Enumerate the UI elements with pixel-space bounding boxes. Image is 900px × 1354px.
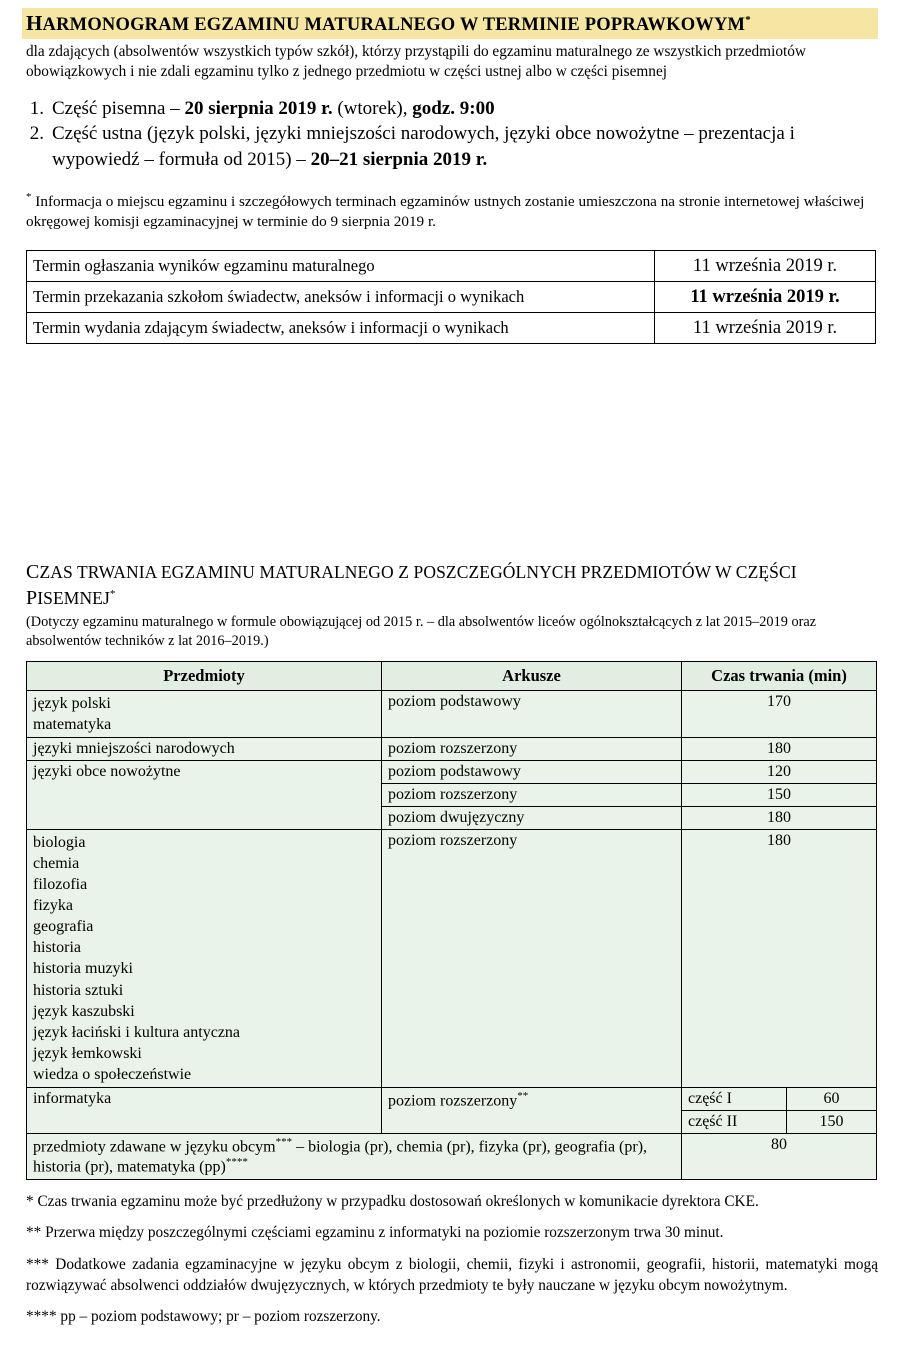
sheet-cell: poziom rozszerzony xyxy=(382,829,682,1087)
sheet-cell xyxy=(382,1088,682,1134)
footnote-item xyxy=(26,1192,878,1213)
title-banner xyxy=(22,8,878,39)
subject-label: chemia xyxy=(33,854,80,872)
part-written-time: godz. 9:00 xyxy=(412,97,495,119)
column-header-duration: Czas trwania (min) xyxy=(682,661,877,690)
term-label: Termin wydania zdającym świadectw, aneksów i informacji o wynikach xyxy=(27,313,655,344)
part-label: część II xyxy=(682,1111,787,1134)
table-row xyxy=(27,1134,877,1180)
parts-cell xyxy=(682,1088,877,1134)
list-item xyxy=(26,96,878,122)
list-item-number: 1. xyxy=(29,97,44,119)
footnote-text: Informacja o miejscu egzaminu i szczegółowych terminach egzaminów ustnych zostanie umieszczona na stronie internetowej właściwej okręgowej komisji egzaminacyjnej w terminie do 9 sierpnia 2019 r. xyxy=(26,192,865,231)
subject-label: historia muzyki xyxy=(33,960,133,978)
table-row xyxy=(27,737,877,760)
title-rest: ARMONOGRAM EGZAMINU MATURALNEGO W TERMINIE POPRAWKOWYM xyxy=(42,15,746,35)
part-oral-date: 20–21 sierpnia 2019 r. xyxy=(310,148,488,170)
subject-cell: języki obce nowożytne xyxy=(27,760,382,829)
footnote-body: Dodatkowe zadania egzaminacyjne w języku obcym z biologii, chemii, fizyki i astronomii, geografii, historii, matematyki mogą rozwiązywać absolwenci oddziałów dwujęzycznych, w których przedmioty te były nauczane w języku obcym nowożytnym. xyxy=(26,1256,878,1294)
footnotes-section xyxy=(26,1192,878,1328)
footnote-mark: ** xyxy=(26,1224,42,1242)
sheet-footnote-marker: ** xyxy=(517,1090,529,1103)
footnote-body: Przerwa między poszczególnymi częściami egzaminu z informatyki na poziomie rozszerzonym trwa 30 minut. xyxy=(41,1224,724,1242)
table-row xyxy=(27,313,876,344)
table-row xyxy=(682,1088,876,1111)
footnote-item xyxy=(26,1223,878,1244)
table-row xyxy=(682,1111,876,1134)
part-written-day: (wtorek), xyxy=(332,97,413,119)
part-duration: 60 xyxy=(787,1088,877,1111)
section-heading-line2-rest: ISEMNEJ xyxy=(37,588,110,609)
bilingual-subject-cell xyxy=(27,1134,682,1180)
section-duration xyxy=(22,559,878,650)
part-written-label: Część pisemna – xyxy=(52,97,185,119)
document-page xyxy=(0,8,900,1354)
subject-label: fizyka xyxy=(33,897,73,915)
sheet-cell: poziom dwujęzyczny xyxy=(382,806,682,829)
sheet-cell: poziom podstawowy xyxy=(382,760,682,783)
footnote-mark: *** xyxy=(26,1256,49,1274)
term-value: 11 września 2019 r. xyxy=(655,251,876,282)
term-value: 11 września 2019 r. xyxy=(655,313,876,344)
table-row xyxy=(27,760,877,783)
subject-label: język kaszubski xyxy=(33,1002,135,1020)
page-title xyxy=(22,11,878,36)
duration-cell: 80 xyxy=(682,1134,877,1180)
title-footnote-marker: * xyxy=(745,13,751,26)
title-first-letter: H xyxy=(26,11,43,35)
schedule-list xyxy=(22,96,878,173)
bilingual-footnote-marker-b: **** xyxy=(225,1156,248,1169)
duration-cell: 180 xyxy=(682,829,877,1087)
subject-label: biologia xyxy=(33,833,86,851)
table-row xyxy=(27,251,876,282)
part-oral-label: Część ustna (język polski, języki mniejszości narodowych, języki obce nowożytne – prezentacja i wypowiedź – formuła od 2015) – xyxy=(52,123,795,170)
section-heading-cap: C xyxy=(26,561,40,584)
part-duration: 150 xyxy=(787,1111,877,1134)
table-row xyxy=(27,829,877,1087)
table-row xyxy=(27,282,876,313)
section-heading xyxy=(26,559,878,611)
durations-table xyxy=(26,661,877,1180)
duration-cell: 120 xyxy=(682,760,877,783)
list-item-body xyxy=(52,121,878,172)
subject-label: język łaciński i kultura antyczna xyxy=(33,1023,241,1041)
sheet-label: poziom rozszerzony xyxy=(388,1092,518,1110)
subject-label: matematyka xyxy=(33,715,112,733)
bilingual-footnote-marker-a: *** xyxy=(275,1136,293,1149)
column-header-sheets: Arkusze xyxy=(382,661,682,690)
column-header-subjects: Przedmioty xyxy=(27,661,382,690)
duration-cell: 170 xyxy=(682,690,877,737)
footnote-mark: **** xyxy=(26,1308,57,1326)
sheet-cell: poziom rozszerzony xyxy=(382,737,682,760)
subject-label: wiedza o społeczeństwie xyxy=(33,1065,192,1083)
subject-label: historia sztuki xyxy=(33,981,124,999)
table-row xyxy=(27,690,877,737)
table-header-row xyxy=(27,661,877,690)
duration-cell: 150 xyxy=(682,783,877,806)
section-heading-line2-cap: P xyxy=(26,587,38,610)
subtitle-text: dla zdających (absolwentów wszystkich typów szkół), którzy przystąpili do egzaminu maturalnego ze wszystkich przedmiotów obowiązkowych i nie zdali egzaminu tylko z jednego przedmiotu w części ustnej albo w części pisemnej xyxy=(26,43,806,81)
term-label: Termin przekazania szkołom świadectw, aneksów i informacji o wynikach xyxy=(27,282,655,313)
list-item-body xyxy=(52,96,878,122)
part-label: część I xyxy=(682,1088,787,1111)
duration-cell: 180 xyxy=(682,737,877,760)
footnote-body: pp – poziom podstawowy; pr – poziom rozszerzony. xyxy=(56,1308,381,1326)
subject-cell xyxy=(27,690,382,737)
parts-table xyxy=(682,1088,876,1133)
section-heading-rest: ZAS TRWANIA EGZAMINU MATURALNEGO Z POSZCZEGÓLNYCH PRZEDMIOTÓW W CZĘŚCI xyxy=(39,562,797,583)
subject-cell xyxy=(27,829,382,1087)
footnote-marker: * xyxy=(26,190,32,203)
term-value: 11 września 2019 r. xyxy=(655,282,876,313)
subject-label: filozofia xyxy=(33,875,88,893)
subject-label: język łemkowski xyxy=(33,1044,142,1062)
sheet-cell: poziom rozszerzony xyxy=(382,783,682,806)
duration-cell: 180 xyxy=(682,806,877,829)
subject-label: język polski xyxy=(33,694,111,712)
document-body xyxy=(22,8,878,1328)
footnote-mark: * xyxy=(26,1192,34,1210)
subject-cell: informatyka xyxy=(27,1088,382,1134)
footnote-paragraph xyxy=(22,190,878,233)
footnote-body: Czas trwania egzaminu może być przedłużony w przypadku dostosowań określonych w komunikacie dyrektora CKE. xyxy=(33,1192,759,1210)
list-item-number: 2. xyxy=(29,123,44,145)
bilingual-text-a: przedmioty zdawane w języku obcym xyxy=(33,1138,276,1156)
footnote-item xyxy=(26,1307,878,1328)
section-subtext: (Dotyczy egzaminu maturalnego w formule obowiązującej od 2015 r. – dla absolwentów liceów ogólnokształcących z lat 2015–2019 oraz absolwentów techników z lat 2016–2019.) xyxy=(26,614,817,649)
footnote-item xyxy=(26,1255,878,1296)
part-written-date: 20 sierpnia 2019 r. xyxy=(184,97,333,119)
bilingual-text-b: – biologia (pr), chemia (pr), fizyka (pr), geografia (pr), historia (pr), matematyka (pp) xyxy=(33,1138,648,1176)
subject-label: historia xyxy=(33,939,81,957)
subject-label: geografia xyxy=(33,918,94,936)
terms-table xyxy=(26,250,876,344)
term-label: Termin ogłaszania wyników egzaminu maturalnego xyxy=(27,251,655,282)
sheet-cell: poziom podstawowy xyxy=(382,690,682,737)
subject-cell: języki mniejszości narodowych xyxy=(27,737,382,760)
section-heading-footnote-marker: * xyxy=(109,588,116,601)
table-row xyxy=(27,1088,877,1134)
list-item xyxy=(26,121,878,172)
